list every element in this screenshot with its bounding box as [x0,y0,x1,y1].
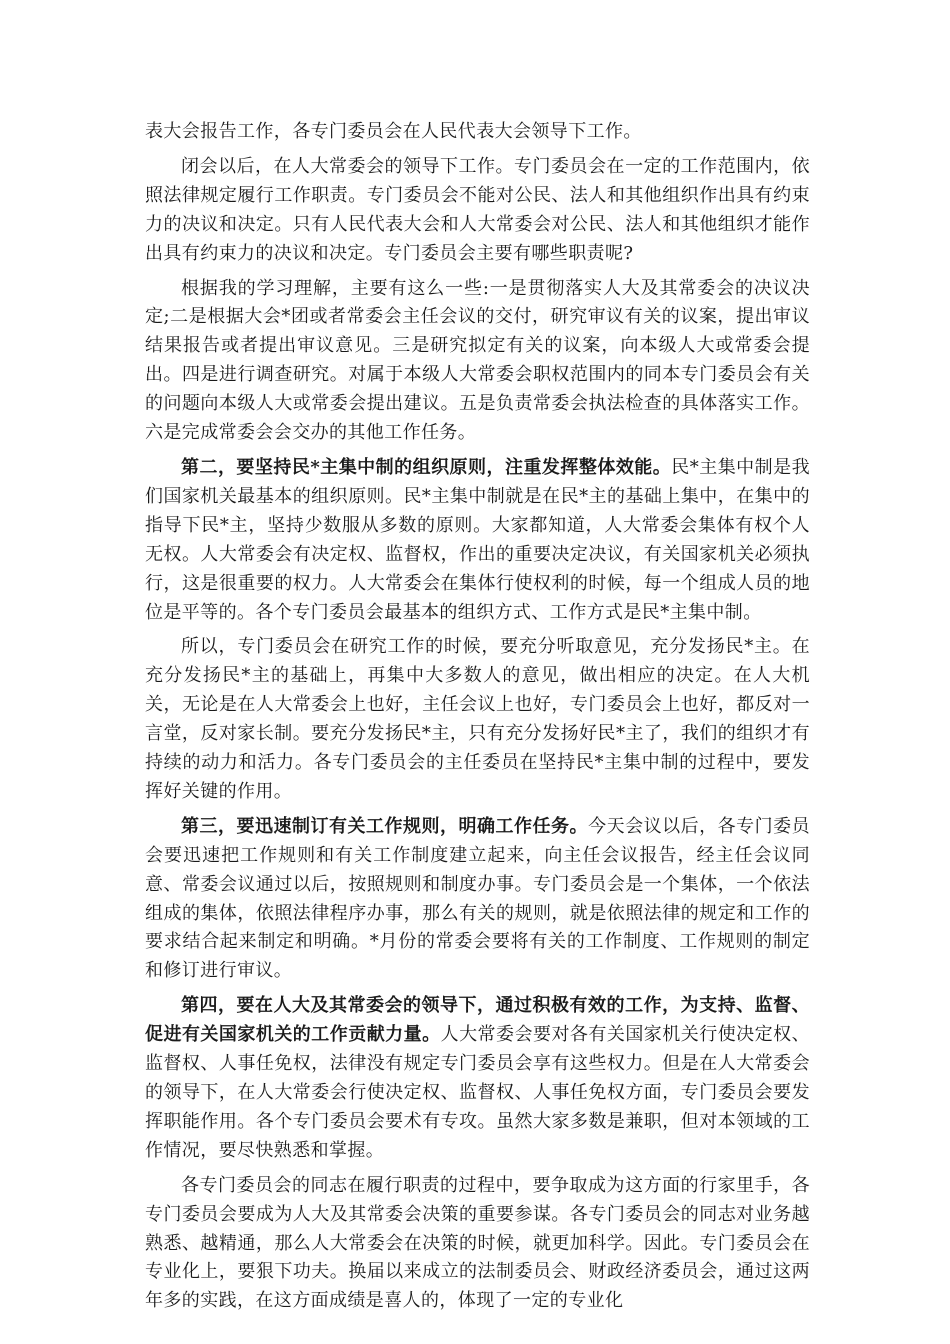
paragraph-lead: 第二，要坚持民*主集中制的组织原则，注重发挥整体效能。 [181,456,672,478]
paragraph-text: 所以，专门委员会在研究工作的时候，要充分听取意见，充分发扬民*主。在充分发扬民*主的基础上，再集中大多数人的意见，做出相应的决定。在人大机关，无论是在人大常委会上也好，主任会议上也好，专门委员会上也好，都反对一言堂，反对家长制。要充分发扬民*主，只有充分发扬好民*主了，我们的组织才有持续的动力和活力。各专门委员会的主任委员在坚持民*主集中制的过程中，要发挥好关键的作用。 [145,636,810,802]
paragraph [145,153,810,269]
paragraph [145,275,810,448]
paragraph-text: 人大常委会要对各有关国家机关行使决定权、监督权、人事任免权，法律没有规定专门委员会享有这些权力。但是在人大常委会的领导下，在人大常委会行使决定权、监督权、人事任免权方面，专门委员会要发挥职能作用。各个专门委员会要术有专攻。虽然大家多数是兼职，但对本领域的工作情况，要尽快熟悉和掌握。 [145,1024,810,1161]
paragraph-lead: 第四，要在人大及其常委会的领导下，通过积极有效的工作，为支持、监督、促进有关国家机关的工作贡献力量。 [145,995,810,1046]
paragraph-lead: 第三，要迅速制订有关工作规则，明确工作任务。 [181,815,589,837]
paragraph [145,1172,810,1317]
document-page [145,118,810,1322]
paragraph-text: 表大会报告工作，各专门委员会在人民代表大会领导下工作。 [145,121,642,142]
paragraph [145,118,810,147]
paragraph-text: 各专门委员会的同志在履行职责的过程中，要争取成为这方面的行家里手，各专门委员会要成为人大及其常委会决策的重要参谋。各专门委员会的同志对业务越熟悉、越精通，那么人大常委会在决策的时候，就更加科学。因此。专门委员会在专业化上，要狠下功夫。换届以来成立的法制委员会、财政经济委员会，通过这两年多的实践，在这方面成绩是喜人的，体现了一定的专业化 [145,1174,810,1312]
paragraph [145,813,810,986]
paragraph-text: 民*主集中制是我们国家机关最基本的组织原则。民*主集中制就是在民*主的基础上集中，在集中的指导下民*主，坚持少数服从多数的原则。大家都知道，人大常委会集体有权个人无权。人大常委会有决定权、监督权，作出的重要决定决议，有关国家机关必须执行，这是很重要的权力。人大常委会在集体行使权利的时候，每一个组成人员的地位是平等的。各个专门委员会最基本的组织方式、工作方式是民*主集中制。 [145,456,810,623]
paragraph-text: 闭会以后，在人大常委会的领导下工作。专门委员会在一定的工作范围内，依照法律规定履行工作职责。专门委员会不能对公民、法人和其他组织作出具有约束力的决议和决定。只有人民代表大会和人大常委会对公民、法人和其他组织才能作出具有约束力的决议和决定。专门委员会主要有哪些职责呢? [145,155,810,264]
paragraph [145,992,810,1165]
paragraph [145,454,810,627]
paragraph-text: 今天会议以后，各专门委员会要迅速把工作规则和有关工作制度建立起来，向主任会议报告，经主任会议同意、常委会议通过以后，按照规则和制度办事。专门委员会是一个集体，一个依法组成的集体，依照法律程序办事，那么有关的规则，就是依照法律的规定和工作的要求结合起来制定和明确。*月份的常委会要将有关的工作制度、工作规则的制定和修订进行审议。 [145,815,810,982]
paragraph [145,633,810,806]
paragraph-text: 根据我的学习理解，主要有这么一些:一是贯彻落实人大及其常委会的决议决定;二是根据大会*团或者常委会主任会议的交付，研究审议有关的议案，提出审议结果报告或者提出审议意见。三是研究拟定有关的议案，向本级人大或常委会提出。四是进行调查研究。对属于本级人大常委会职权范围内的同本专门委员会有关的问题向本级人大或常委会提出建议。五是负责常委会执法检查的具体落实工作。六是完成常委会会交办的其他工作任务。 [145,277,810,444]
